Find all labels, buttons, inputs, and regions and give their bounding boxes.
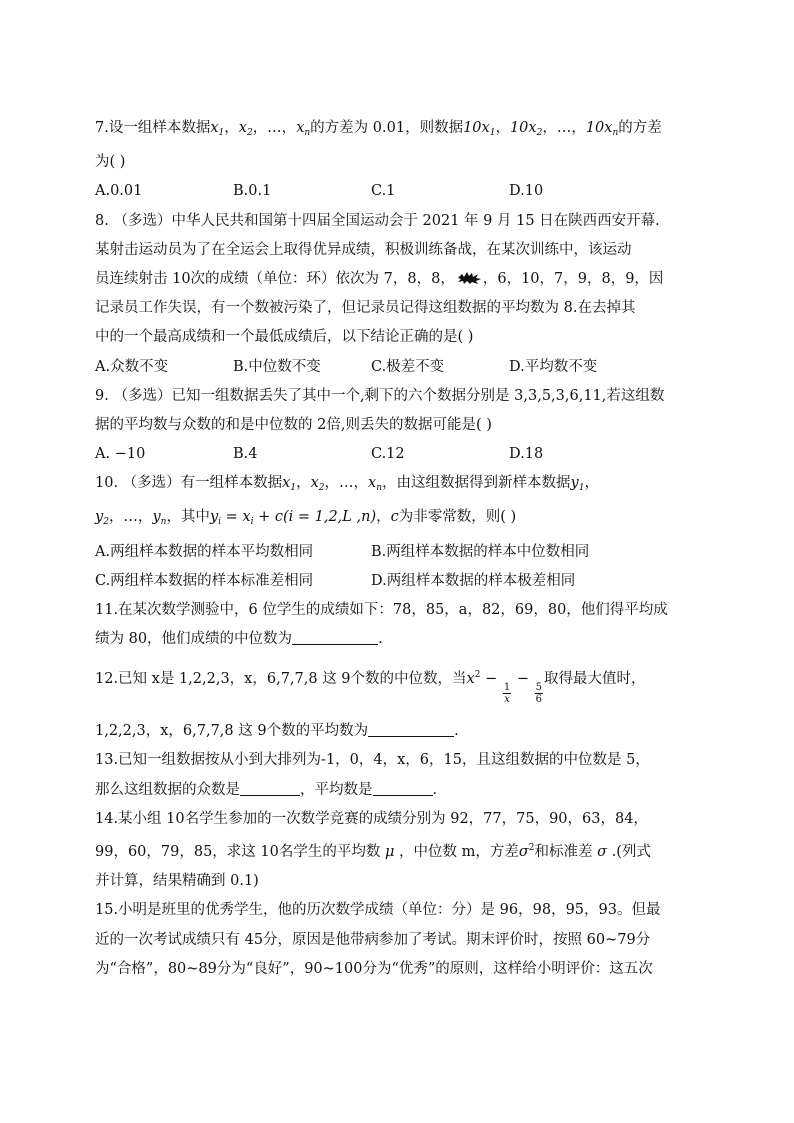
- option-b: B.4: [233, 446, 258, 463]
- option-d: D.平均数不变: [509, 358, 598, 375]
- fraction-1-over-x: $\frac{1}{x}$: [503, 682, 511, 706]
- option-a: A.0.01: [95, 183, 143, 200]
- q11-line-1: 11.在某次数学测验中，6 位学生的成绩如下：78，85，a，82，69，80，他们得平均成: [95, 602, 668, 618]
- answer-blank[interactable]: [368, 722, 454, 737]
- q10-options-row-2: [95, 571, 702, 591]
- q10-options-row-1: [95, 542, 702, 562]
- q15-line-1: 15.小明是班里的优秀学生，他的历次数学成绩（单位：分）是 96，98，95，93。但最: [95, 902, 661, 919]
- fraction-5-over-6: $\frac{5}{6}$: [535, 682, 542, 706]
- option-b: B.中位数不变: [233, 358, 321, 375]
- q9-line-2: 据的平均数与众数的和是中位数的 2倍,则丢失的数据可能是( ): [95, 416, 492, 433]
- option-c: C.12: [371, 446, 405, 463]
- q15-line-2: 近的一次考试成绩只有 45分，原因是他带病参加了考试。期末评价时，按照 60~79分: [95, 931, 651, 948]
- q10-line-1: 10. （多选）有一组样本数据$x_1$，$x_2$，…，$x_n$，由这组数据得到新样本数据$y_1$，: [95, 475, 599, 494]
- option-b: B.两组样本数据的样本中位数相同: [371, 543, 590, 560]
- option-c: C.两组样本数据的样本标准差相同: [95, 572, 314, 589]
- option-c: C.极差不变: [371, 358, 445, 375]
- q11-line-2: 绩为 80，他们成绩的中位数为 .: [95, 631, 383, 648]
- q14-line-2: 99，60，79，85，求这 10名学生的平均数 μ ，中位数 m，方差$\sigma^2$和标准差 σ .(列式: [95, 842, 651, 860]
- q8-line-5: 中的一个最高成绩和一个最低成绩后，以下结论正确的是( ): [95, 329, 474, 346]
- q10-line-2: $y_2$，…，$y_n$，其中$y_i = x_i + c(i = 1,2,L$ ,n)，c为非零常数，则( ): [95, 509, 517, 528]
- q7-line-1: 7.设一组样本数据$x_1$，$x_2$，…，$x_n$的方差为 0.01，则数据$10x_1$，$10x_2$，…，$10x_n$的方差: [95, 120, 662, 138]
- q12-line-2: 1,2,2,3，x，6,7,7,8 这 9个数的平均数为 .: [95, 723, 459, 740]
- ink-blot-icon: [455, 271, 483, 285]
- q8-line-4: 记录员工作失误，有一个数被污染了，但记录员记得这组数据的平均数为 8.在去掉其: [95, 300, 636, 317]
- q14-line-3: 并计算，结果精确到 0.1): [95, 873, 259, 890]
- q14-line-1: 14.某小组 10名学生参加的一次数学竞赛的成绩分别为 92，77，75，90，63，84，: [95, 810, 648, 827]
- q9-line-1: 9. （多选）已知一组数据丢失了其中一个,剩下的六个数据分别是 3,3,5,3,6,11,若这组数: [95, 387, 665, 404]
- option-d: D.18: [509, 446, 544, 463]
- option-a: A. −10: [95, 446, 146, 463]
- q13-line-2: 那么这组数据的众数是 ，平均数是 .: [95, 781, 438, 798]
- option-a: A.两组样本数据的样本平均数相同: [95, 543, 314, 560]
- option-d: D.10: [509, 183, 544, 200]
- q15-line-3: 为“合格”，80~89分为“良好”，90~100分为“优秀”的原则，这样给小明评价：这五次: [95, 960, 653, 977]
- q8-line-1: 8. （多选）中华人民共和国第十四届全国运动会于 2021 年 9 月 15 日在陕西西安开幕.: [95, 212, 660, 229]
- answer-blank-mode[interactable]: [240, 781, 300, 796]
- q12-line-1: 12.已知 x是 1,2,2,3，x，6,7,7,8 这 9个数的中位数，当$x^2$ − $\frac{1}{x}$ − $\frac{5}{6}$ 取得最大值时，: [95, 670, 646, 706]
- option-a: A.众数不变: [95, 358, 169, 375]
- q9-options: [95, 444, 702, 464]
- q7-line-2: 为( ): [95, 154, 126, 171]
- option-c: C.1: [371, 183, 396, 200]
- answer-blank-mean[interactable]: [373, 781, 433, 796]
- q7-options: [95, 181, 702, 201]
- option-d: D.两组样本数据的样本极差相同: [371, 572, 576, 589]
- option-b: B.0.1: [233, 183, 272, 200]
- q13-line-1: 13.已知一组数据按从小到大排列为-1，0，4，x，6，15，且这组数据的中位数是 5，: [95, 752, 650, 769]
- q8-line-3: 员连续射击 10次的成绩（单位：环）依次为 7，8，8， ，6，10，7，9，8，9，因: [95, 270, 664, 287]
- q8-options: [95, 357, 702, 377]
- q8-line-2: 某射击运动员为了在全运会上取得优异成绩，积极训练备战，在某次训练中，该运动: [95, 241, 632, 258]
- answer-blank[interactable]: [292, 630, 378, 645]
